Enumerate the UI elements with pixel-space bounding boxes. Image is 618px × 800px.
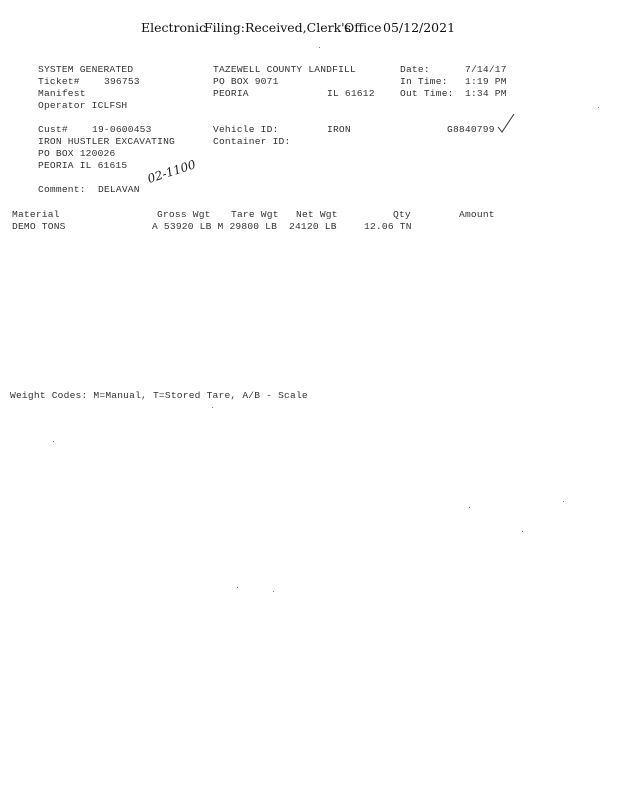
company-state-zip: IL 61612 — [327, 88, 375, 99]
scan-speck — [563, 501, 564, 502]
filing-label-electronic: Electronic — [141, 20, 207, 35]
cust-number: 19-0600453 — [92, 124, 152, 135]
scan-speck — [319, 47, 320, 48]
scan-speck — [53, 441, 54, 442]
scan-speck — [522, 531, 523, 532]
company-city: PEORIA — [213, 88, 249, 99]
header-gross-weight: Gross Wgt — [157, 209, 211, 220]
container-id-label: Container ID: — [213, 136, 291, 147]
row-material: DEMO TONS — [12, 221, 66, 232]
header-tare-weight: Tare Wgt — [231, 209, 279, 220]
out-time-label: Out Time: — [400, 88, 454, 99]
customer-city: PEORIA IL 61615 — [38, 160, 128, 171]
out-time-value: 1:34 PM — [465, 88, 507, 99]
header-amount: Amount — [459, 209, 495, 220]
filing-label-filing: Filing: — [204, 20, 245, 35]
customer-name: IRON HUSTLER EXCAVATING — [38, 136, 176, 147]
filing-label-received: Received,Clerk's — [245, 20, 351, 35]
in-time-label: In Time: — [400, 76, 448, 87]
checkmark-icon — [496, 112, 516, 134]
cust-label: Cust# — [38, 124, 68, 135]
system-generated-text: SYSTEM GENERATED — [38, 64, 134, 75]
scan-speck — [212, 407, 213, 408]
header-net-weight: Net Wgt — [296, 209, 338, 220]
handwritten-note: 02-1100 — [145, 157, 198, 186]
comment-label: Comment: — [38, 184, 86, 195]
company-name: TAZEWELL COUNTY LANDFILL — [213, 64, 356, 75]
filing-date: 05/12/2021 — [383, 20, 456, 35]
vehicle-id-value: IRON — [327, 124, 351, 135]
manifest-label: Manifest — [38, 88, 86, 99]
reference-number: G8840799 — [447, 124, 495, 135]
scan-speck — [598, 107, 599, 108]
row-qty: 12.06 TN — [364, 221, 412, 232]
operator-text: Operator ICLFSH — [38, 100, 128, 111]
date-value: 7/14/17 — [465, 64, 507, 75]
scan-speck — [469, 507, 470, 508]
row-net-weight: 24120 LB — [289, 221, 337, 232]
filing-label-office: Office — [344, 20, 382, 35]
header-qty: Qty — [393, 209, 411, 220]
scan-speck — [273, 591, 274, 592]
scan-speck — [237, 587, 238, 588]
row-gross-tare-weight: A 53920 LB M 29800 LB — [152, 221, 278, 232]
header-material: Material — [12, 209, 60, 220]
ticket-number: 396753 — [104, 76, 140, 87]
ticket-label: Ticket# — [38, 76, 80, 87]
customer-po-box: PO BOX 120026 — [38, 148, 116, 159]
comment-value: DELAVAN — [98, 184, 140, 195]
company-po-box: PO BOX 9071 — [213, 76, 279, 87]
date-label: Date: — [400, 64, 430, 75]
weight-codes-text: Weight Codes: M=Manual, T=Stored Tare, A/B - Scale — [10, 390, 308, 401]
vehicle-id-label: Vehicle ID: — [213, 124, 279, 135]
in-time-value: 1:19 PM — [465, 76, 507, 87]
